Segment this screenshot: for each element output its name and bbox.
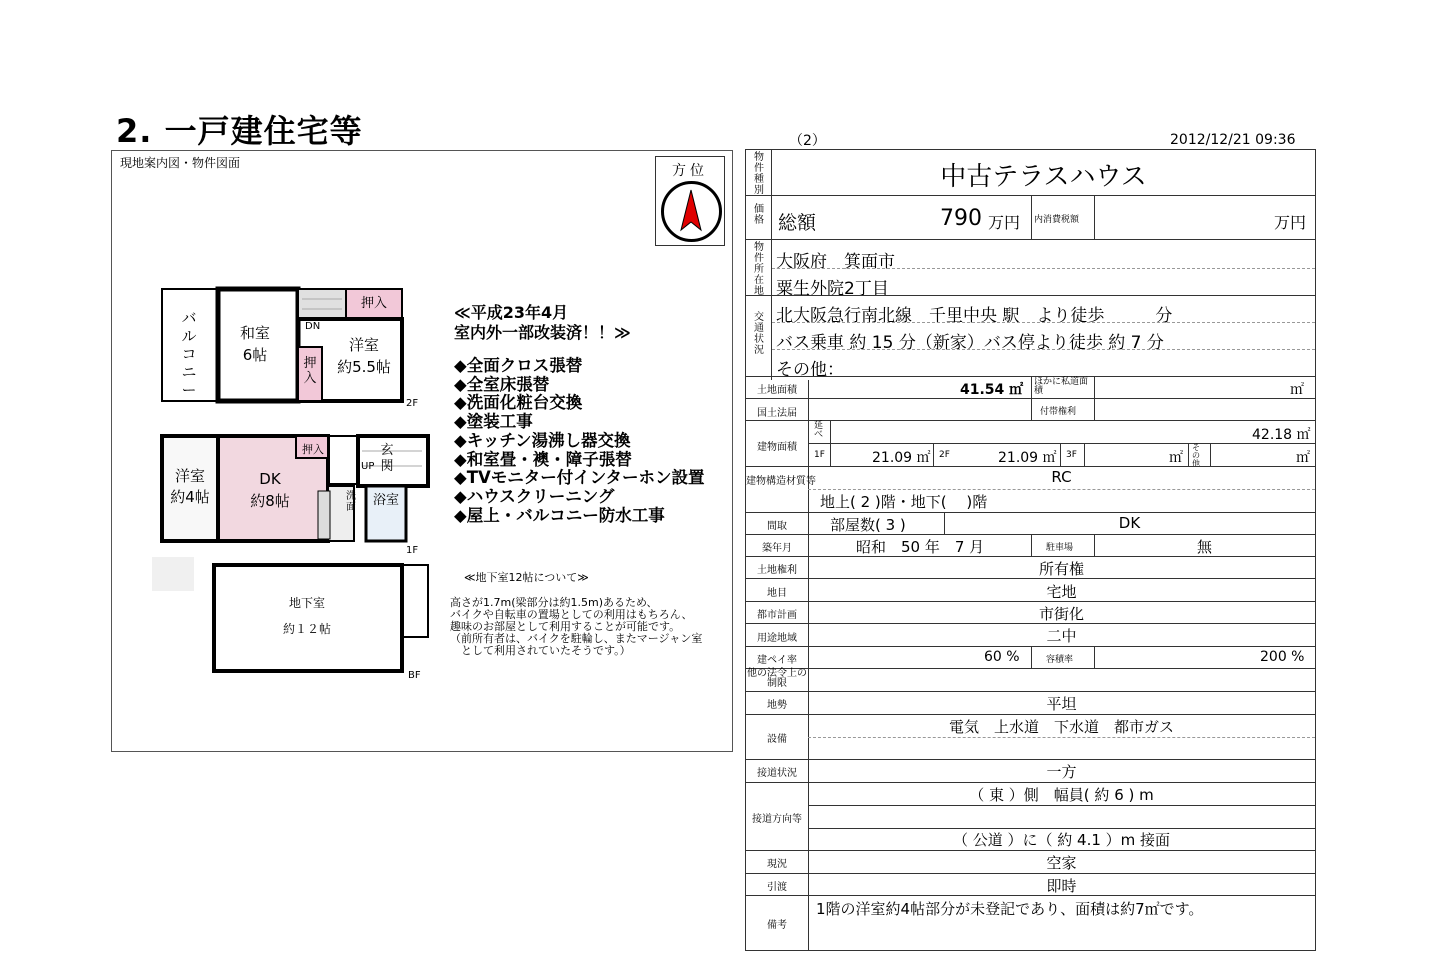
far-value: 200 % — [1260, 649, 1305, 665]
renovation-title-line: ≪平成23年4月 — [454, 303, 569, 322]
dk-size-label: 約8帖 — [250, 492, 290, 510]
oshiire-top-label: 押入 — [360, 296, 387, 311]
renovation-item: ◆屋上・バルコニー防水工事 — [454, 505, 665, 525]
location-line1: 大阪府 箕面市 — [776, 252, 895, 272]
page-heading: 2. 一戸建住宅等 — [116, 112, 363, 150]
price-unit: 万円 — [988, 213, 1021, 232]
tax-label: 内消費税額 — [1034, 215, 1080, 225]
type-label: 物件種別 — [754, 152, 764, 196]
washitsu-label: 和室 — [239, 324, 270, 342]
senmen-label: 洗面 — [346, 491, 356, 513]
total-label: 総額 — [778, 212, 817, 234]
renovation-item: ◆ハウスクリーニング — [454, 486, 615, 506]
compass-label: 方位 — [672, 163, 708, 179]
road-dir-line2: （ 公道 ）に（ 約 4.1 ）m 接面 — [952, 831, 1171, 849]
note-line: （前所有者は、バイクを駐輪し、またマージャン室 — [450, 632, 703, 645]
built-value: 昭和 50 年 7 月 — [856, 538, 985, 556]
total-floor-area: 42.18 ㎡ — [1252, 427, 1311, 443]
far-label: 容積率 — [1046, 655, 1074, 665]
chimoku-label: 地目 — [767, 588, 787, 599]
timestamp: 2012/12/21 09:36 — [1170, 132, 1296, 148]
yoshitsu1-size-label: 約5.5帖 — [337, 358, 391, 376]
handover-label: 引渡 — [767, 882, 787, 893]
road-dir-line1: （ 東 ）側 幅員( 約 6 ) m — [969, 786, 1154, 804]
oshiire-mid-label: 押入 — [303, 356, 317, 386]
property-info-sheet — [745, 149, 1316, 951]
renovation-item: ◆キッチン湯沸し器交換 — [454, 430, 631, 450]
current-value: 空家 — [1046, 854, 1077, 872]
price-value: 790 — [940, 206, 982, 231]
renovation-title-line: 室内外一部改装済！！≫ — [454, 323, 631, 342]
road-status-label: 接道状況 — [757, 768, 797, 779]
renovation-item: ◆TVモニター付インターホン設置 — [454, 468, 705, 488]
bcr-value: 60 % — [984, 649, 1020, 665]
traffic-line3: その他： — [776, 360, 844, 380]
road-dir-label: 接道方向等 — [752, 814, 802, 825]
land-area-label: 土地面積 — [757, 385, 797, 396]
note-line: 趣味のお部屋として利用することが可能です。 — [450, 620, 681, 633]
traffic-line1: 北大阪急行南北線 千里中央 駅 より徒歩 分 — [776, 306, 1173, 326]
location-label: 物件所在地 — [754, 242, 764, 297]
renovation-title — [454, 303, 631, 343]
basement-note-body — [450, 597, 702, 657]
land-area-value: 41.54 ㎡ — [960, 382, 1024, 398]
price-label: 価格 — [754, 204, 764, 226]
washitsu-size-label: 6帖 — [242, 346, 268, 364]
yokushitsu-label: 浴室 — [372, 493, 399, 508]
building-area-label: 建物面積 — [757, 442, 797, 453]
note-line: 高さが1.7m(梁部分は約1.5m)あるため、 — [450, 596, 658, 609]
renovation-list — [454, 357, 705, 525]
private-road-unit: ㎡ — [1290, 382, 1304, 398]
road-status-value: 一方 — [1046, 763, 1077, 781]
basement-note-title: ≪地下室12帖について≫ — [464, 571, 589, 584]
chimoku-value: 宅地 — [1046, 583, 1077, 601]
remarks-label: 備考 — [767, 920, 787, 931]
terrain-label: 地勢 — [767, 700, 787, 711]
terrain-value: 平坦 — [1046, 695, 1077, 713]
floor-1f-label: 1F — [406, 545, 419, 556]
sheet-number: （2） — [789, 133, 826, 149]
f3-unit: ㎡ — [1169, 450, 1183, 466]
note-line: バイクや自転車の置場としての利用はもちろん、 — [450, 608, 693, 621]
floors-value: 地上( 2 )階・地下( )階 — [820, 493, 988, 511]
up-label: UP — [361, 461, 375, 472]
renovation-item: ◆和室畳・襖・障子張替 — [454, 449, 632, 469]
basement-label: 地下室 — [288, 596, 325, 610]
dn-label: DN — [305, 321, 321, 332]
f2-label: 2F — [939, 450, 950, 460]
f1-area: 21.09 ㎡ — [872, 450, 931, 466]
basement-size-label: 約１２帖 — [282, 622, 331, 636]
land-right-label: 土地権利 — [757, 565, 797, 576]
oshiire-low-label: 押入 — [302, 443, 324, 456]
structure-label: 建物構造材質等 — [746, 476, 816, 487]
dk-label: DK — [259, 470, 281, 488]
location-line2: 粟生外院2丁目 — [776, 279, 889, 299]
parking-label: 駐車場 — [1046, 543, 1074, 553]
tax-unit: 万円 — [1274, 213, 1307, 232]
bcr-label: 建ペイ率 — [757, 655, 797, 666]
zoning-label: 用途地域 — [757, 633, 797, 644]
rooms-value: 部屋数( 3 ) — [830, 516, 906, 534]
city-plan-label: 都市計画 — [757, 610, 797, 621]
madori-label: 間取 — [767, 521, 787, 532]
traffic-label: 交通状況 — [754, 312, 764, 356]
city-plan-value: 市街化 — [1038, 605, 1084, 623]
current-label: 現況 — [767, 859, 787, 870]
floor-bf-label: BF — [408, 670, 421, 681]
yoshitsu2-label: 洋室 — [174, 467, 205, 485]
floor-plan-panel — [111, 150, 733, 752]
f2-area: 21.09 ㎡ — [998, 450, 1057, 466]
renovation-item: ◆洗面化粧台交換 — [454, 393, 583, 413]
kokudo-label: 国土法届 — [757, 408, 797, 419]
zoning-value: 二中 — [1046, 627, 1077, 645]
yoshitsu2-size-label: 約4帖 — [170, 488, 210, 506]
other-law-label: 他の法令上の制限 — [747, 668, 807, 689]
property-type: 中古テラスハウス — [940, 162, 1147, 192]
parking-value: 無 — [1196, 538, 1212, 556]
note-line: として利用されていたそうです。） — [450, 644, 631, 657]
renovation-item: ◆全室床張替 — [454, 374, 550, 394]
balcony-label: バルコニー — [181, 309, 197, 399]
structure-value: RC — [1051, 468, 1072, 486]
traffic-line2: バス乗車 約 15 分（新家）バス停より徒歩 約 7 分 — [776, 333, 1164, 353]
handover-value: 即時 — [1046, 877, 1077, 895]
floor-2f-label: 2F — [406, 398, 419, 409]
facility-value: 電気 上水道 下水道 都市ガス — [948, 718, 1174, 736]
futai-label: 付帯権利 — [1040, 407, 1077, 417]
f3-label: 3F — [1066, 450, 1077, 460]
renovation-item: ◆全面クロス張替 — [454, 356, 583, 375]
facility-label: 設備 — [767, 734, 787, 745]
genkan-label: 玄関 — [380, 443, 394, 474]
f1-label: 1F — [814, 450, 825, 460]
other-area-label: その他 — [1192, 443, 1200, 468]
renovation-item: ◆塗装工事 — [454, 412, 533, 432]
panel-caption: 現地案内図・物件図面 — [120, 156, 241, 170]
nobe-label: 延べ — [814, 421, 824, 440]
other-area-unit: ㎡ — [1296, 450, 1310, 466]
built-label: 築年月 — [762, 543, 792, 554]
yoshitsu1-label: 洋室 — [348, 336, 379, 354]
land-right-value: 所有権 — [1038, 560, 1084, 578]
private-road-label: ほかに私道面積 — [1034, 377, 1089, 396]
remarks-value: 1階の洋室約4帖部分が未登記であり、面積は約7㎡です。 — [816, 900, 1204, 918]
layout-value: DK — [1118, 514, 1141, 532]
